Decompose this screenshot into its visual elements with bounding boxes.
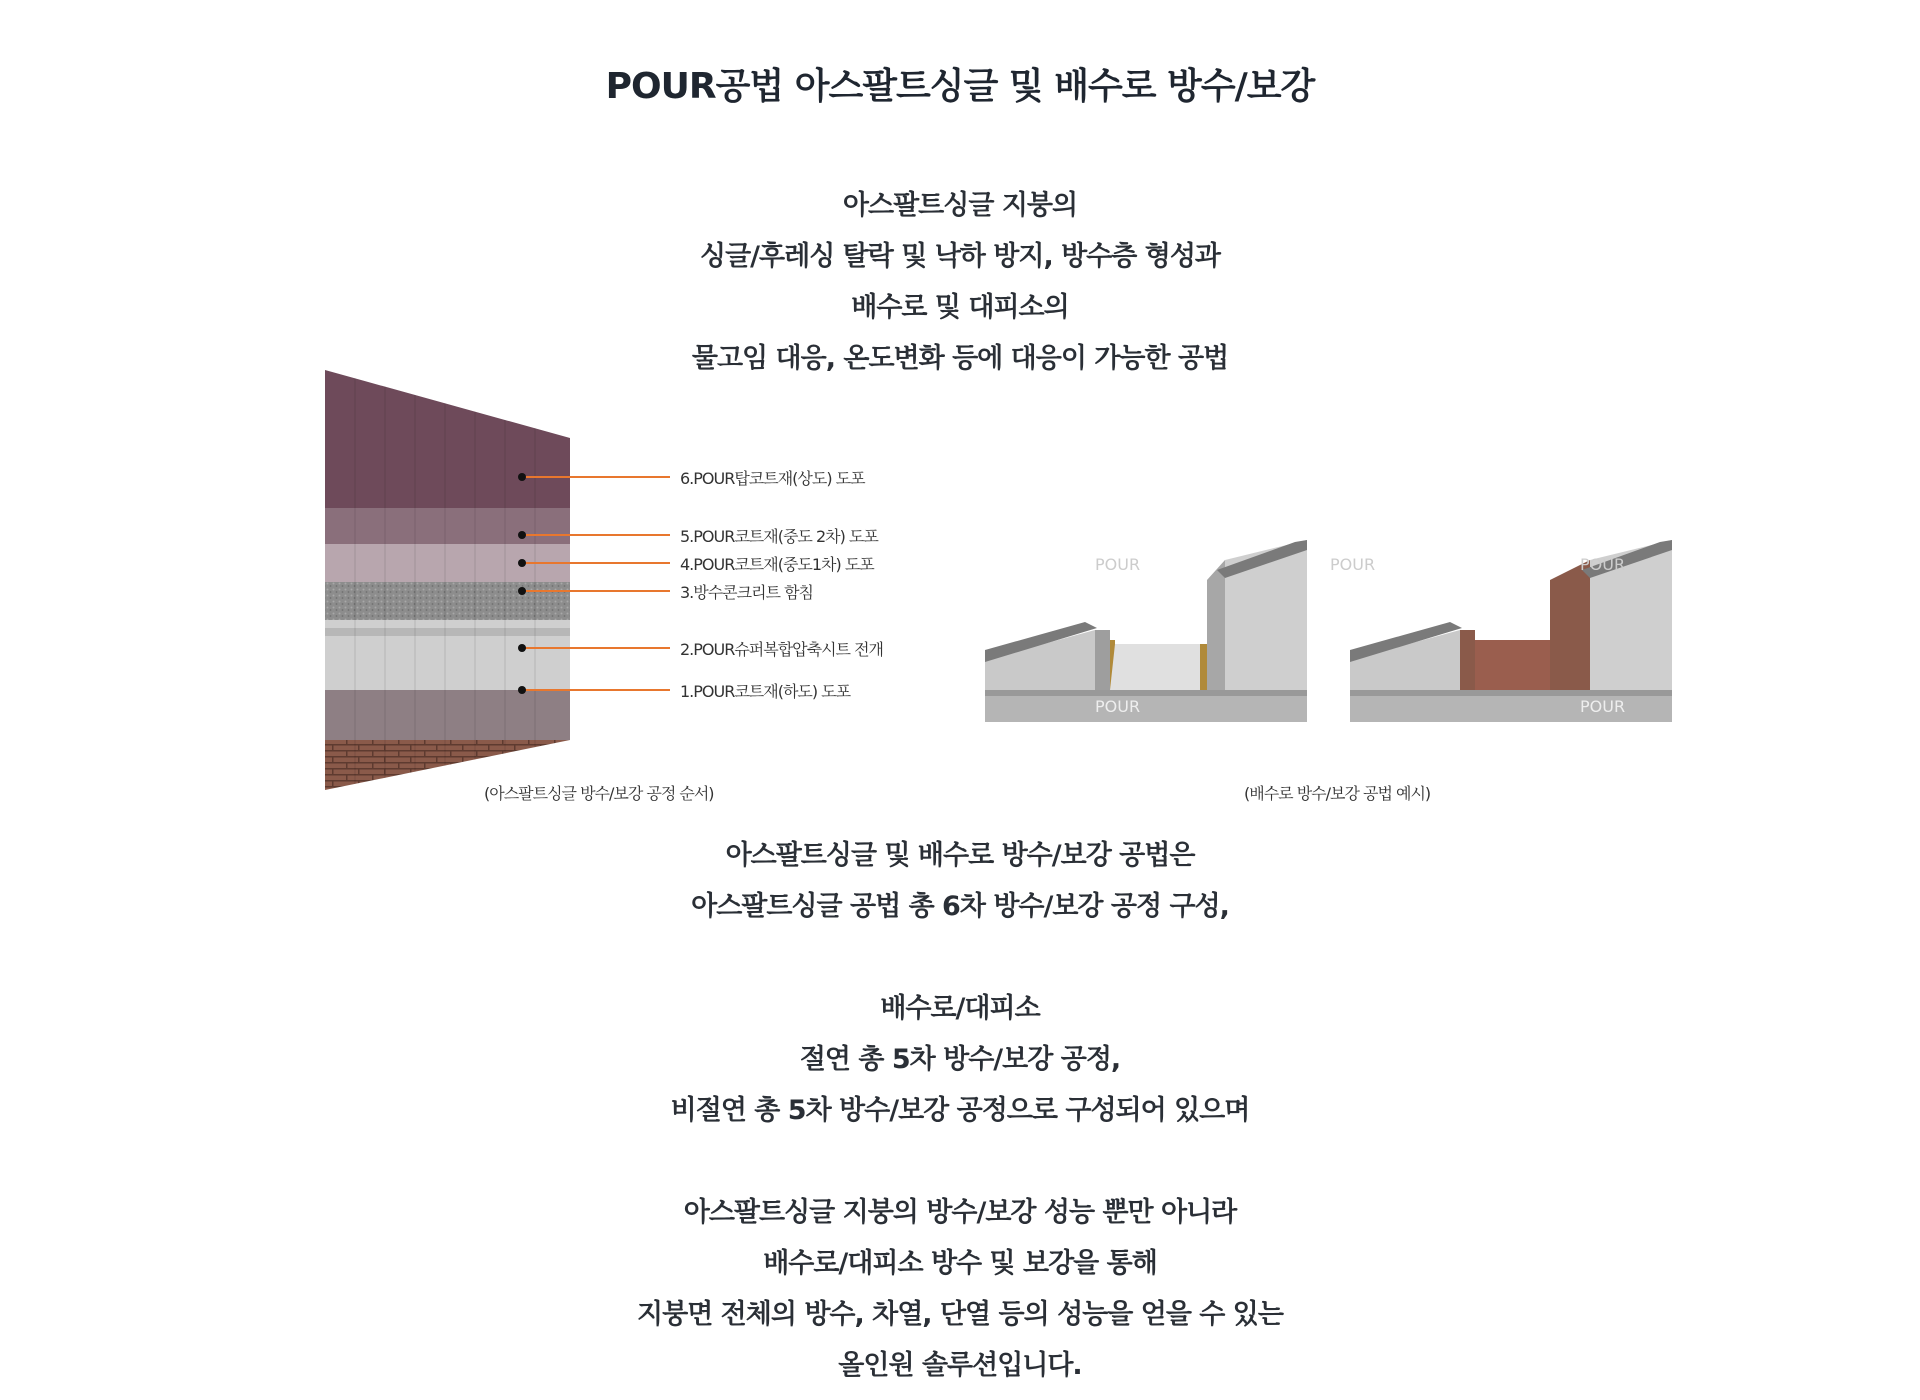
body-line: 올인원 솔루션입니다. — [838, 1350, 1082, 1381]
layer-label-3: 3.방수콘크리트 함침 — [680, 583, 813, 602]
drain-channel-noninsulated-image — [1330, 540, 1672, 722]
intro-line: 아스팔트싱글 지붕의 — [842, 190, 1078, 221]
body-line: 지붕면 전체의 방수, 차열, 단열 등의 성능을 얻을 수 있는 — [637, 1299, 1283, 1330]
body-line: 아스팔트싱글 지붕의 방수/보강 성능 뿐만 아니라 — [683, 1197, 1237, 1228]
body-line: 아스팔트싱글 및 배수로 방수/보강 공법은 — [725, 840, 1195, 871]
watermark-text: POUR — [1095, 555, 1141, 574]
drain-channel-insulated-image — [985, 540, 1307, 722]
leader-dot — [518, 587, 526, 595]
body-line: 배수로/대피소 방수 및 보강을 통해 — [763, 1248, 1157, 1279]
intro-line: 싱글/후레싱 탈락 및 낙하 방지, 방수층 형성과 — [700, 241, 1220, 272]
leader-dot — [518, 686, 526, 694]
body-line: 비절연 총 5차 방수/보강 공정으로 구성되어 있으며 — [670, 1095, 1250, 1126]
intro-line: 배수로 및 대피소의 — [851, 292, 1069, 323]
caption-shingle-process: (아스팔트싱글 방수/보강 공정 순서) — [484, 784, 714, 803]
layer-label-1: 1.POUR코트재(하도) 도포 — [680, 682, 851, 701]
layer-label-6: 6.POUR탑코트재(상도) 도포 — [680, 469, 865, 488]
watermark-text: POUR — [1095, 697, 1141, 716]
watermark-text: POUR — [1330, 555, 1376, 574]
leader-dot — [518, 531, 526, 539]
watermark-text: POUR — [1580, 555, 1626, 574]
intro-line: 물고임 대응, 온도변화 등에 대응이 가능한 공법 — [691, 343, 1229, 374]
body-line: 배수로/대피소 — [880, 993, 1040, 1024]
layer-label-4: 4.POUR코트재(중도1차) 도포 — [680, 555, 874, 574]
caption-drain-example: (배수로 방수/보강 공법 예시) — [1244, 784, 1431, 803]
leader-dot — [518, 473, 526, 481]
layer-label-5: 5.POUR코트재(중도 2차) 도포 — [680, 527, 878, 546]
body-line: 절연 총 5차 방수/보강 공정, — [799, 1044, 1121, 1075]
body-spacer — [0, 932, 1920, 983]
leader-dot — [518, 559, 526, 567]
body-text — [0, 830, 1920, 1391]
page-title: POUR공법 아스팔트싱글 및 배수로 방수/보강 — [605, 66, 1315, 107]
body-spacer — [0, 1136, 1920, 1187]
leader-dot — [518, 644, 526, 652]
body-line: 아스팔트싱글 공법 총 6차 방수/보강 공정 구성, — [691, 891, 1229, 922]
layer-label-2: 2.POUR슈퍼복합압축시트 전개 — [680, 640, 883, 659]
watermark-text: POUR — [1580, 697, 1626, 716]
